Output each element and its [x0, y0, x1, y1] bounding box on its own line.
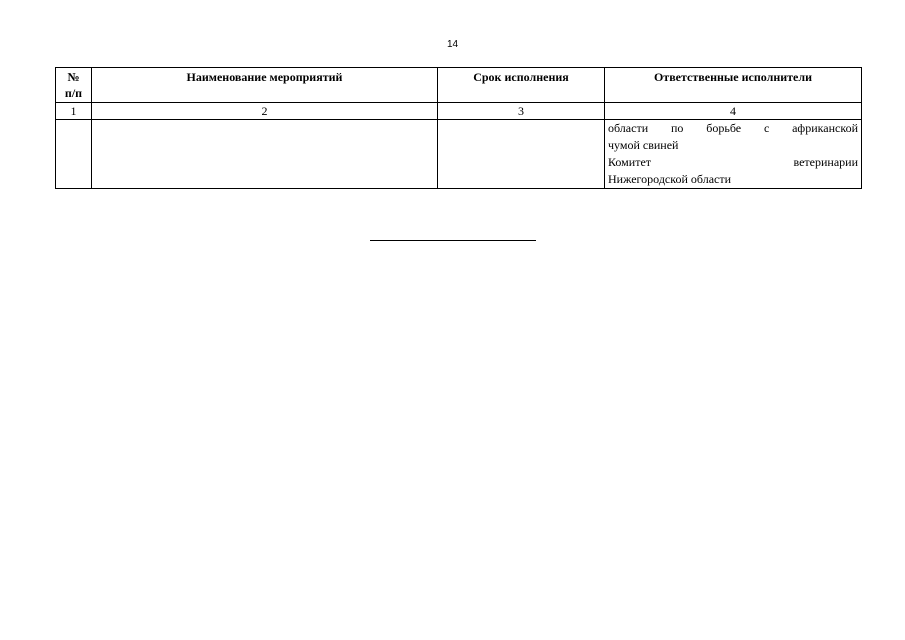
column-number: 2 [92, 103, 438, 120]
responsible-line-3 [608, 154, 858, 171]
table-row [56, 120, 862, 189]
word: африканской [792, 121, 858, 135]
responsible-line-2: чумой свиней [608, 138, 679, 152]
table-header-row [56, 68, 862, 103]
cell-term [438, 120, 605, 189]
cell-name [92, 120, 438, 189]
word: борьбе [706, 121, 742, 135]
column-number: 4 [605, 103, 862, 120]
header-num: № п/п [56, 68, 92, 103]
end-separator-line [370, 240, 536, 241]
header-responsible: Ответственные исполнители [605, 68, 862, 103]
cell-num [56, 120, 92, 189]
word: Комитет [608, 155, 652, 169]
header-name: Наименование мероприятий [92, 68, 438, 103]
column-number: 3 [438, 103, 605, 120]
word: с [763, 121, 770, 135]
cell-responsible [605, 120, 862, 189]
word: по [670, 121, 684, 135]
header-term: Срок исполнения [438, 68, 605, 103]
events-table [55, 67, 862, 189]
word: области [608, 121, 649, 135]
column-numbers-row [56, 103, 862, 120]
column-number: 1 [56, 103, 92, 120]
responsible-line-1 [608, 120, 858, 137]
responsible-line-4: Нижегородской области [608, 172, 732, 186]
page-number: 14 [446, 39, 459, 50]
word: ветеринарии [793, 155, 858, 169]
